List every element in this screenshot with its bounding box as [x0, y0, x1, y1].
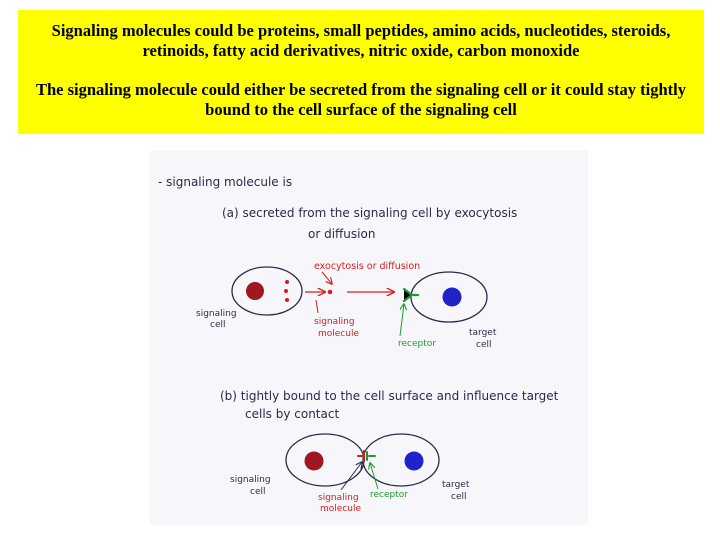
- diagram-sheet: [150, 150, 588, 525]
- contact-receptor-icon: [358, 451, 375, 461]
- signaling-cell-b: [286, 434, 364, 486]
- vesicle-dot: [284, 289, 288, 293]
- molecule-b-pointer-arrow: [341, 462, 362, 490]
- banner-line-2: The signaling molecule could either be secreted from the signaling cell or it could stay tightly bound to the cell surface of the signaling cell: [35, 80, 687, 119]
- signaling-molecule-b-label: signaling molecule: [318, 493, 362, 514]
- signaling-molecule-dot: [328, 290, 333, 295]
- target-cell-b-label: target cell: [442, 480, 470, 502]
- part-b-line-1: (b) tightly bound to the cell surface and influence target: [220, 389, 559, 403]
- vesicle-dot: [285, 280, 289, 284]
- part-a-line-2: or diffusion: [308, 227, 376, 241]
- nucleus-signaling-b: [305, 452, 324, 471]
- info-banner: [18, 10, 704, 134]
- receptor-b-label: receptor: [370, 490, 408, 500]
- vesicle-dot: [285, 298, 289, 302]
- part-a-line-1: (a) secreted from the signaling cell by exocytosis: [222, 206, 518, 220]
- signaling-cell-a-label: signaling cell: [196, 309, 237, 330]
- nucleus-target-b: [405, 452, 424, 471]
- molecule-pointer-line: [316, 300, 318, 313]
- nucleus-target-a: [443, 288, 462, 307]
- receptor-a-label: receptor: [398, 339, 436, 349]
- target-cell-a-label: target cell: [469, 328, 497, 350]
- signaling-molecule-a-label: signaling molecule: [314, 317, 360, 339]
- signaling-cell-b-label: signaling cell: [230, 475, 271, 497]
- nucleus-signaling-a: [246, 282, 264, 300]
- signaling-cell-a: [232, 267, 302, 315]
- receptor-pointer-arrow: [400, 304, 404, 336]
- label-pointer-arrow: [322, 272, 332, 284]
- exocytosis-diffusion-label: exocytosis or diffusion: [314, 261, 421, 272]
- signaling-diagram: [150, 150, 588, 525]
- part-b-line-2: cells by contact: [245, 407, 340, 421]
- banner-line-1: Signaling molecules could be proteins, small peptides, amino acids, nucleotides, steroids, retinoids, fatty acid derivatives, nitric oxide, carbon monoxide: [51, 21, 671, 60]
- intro-text: - signaling molecule is: [158, 175, 293, 189]
